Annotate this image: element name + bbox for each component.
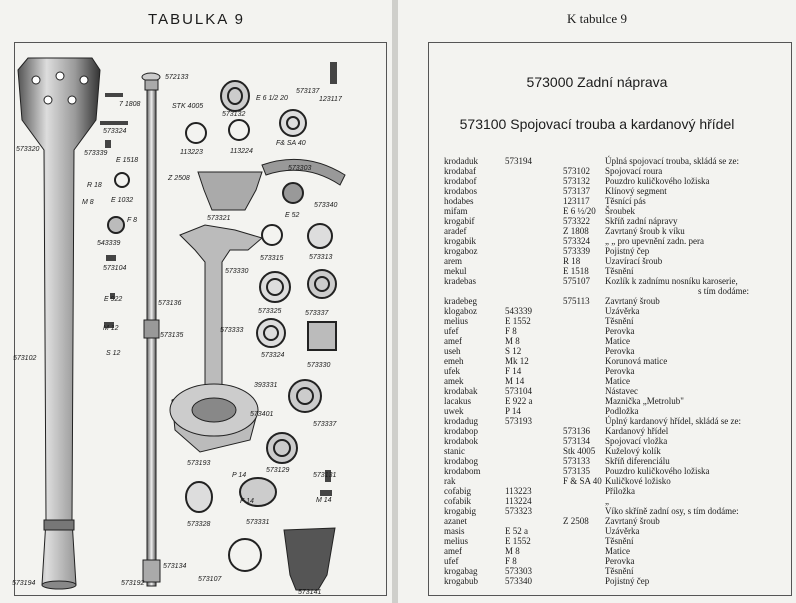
parts-table-row [398, 456, 796, 466]
row-number: P 14 [505, 406, 521, 416]
part-callout-label: S 12 [106, 350, 121, 357]
parts-table-row [398, 216, 796, 226]
connecting-tube [18, 58, 100, 589]
part-callout-label: 572133 [165, 74, 189, 81]
row-description: Pojistný čep [605, 576, 650, 586]
row-code: mifam [444, 206, 468, 216]
row-number: M 14 [505, 376, 525, 386]
row-code: krodabom [444, 466, 481, 476]
row-description: Zavrtaný šroub k víku [605, 226, 685, 236]
part-callout-label: 113224 [230, 148, 253, 155]
row-description: Těsnění [605, 316, 634, 326]
part-callout-label: 113223 [180, 149, 203, 156]
parts-illustration [0, 0, 393, 603]
row-description: Zavrtaný šroub [605, 296, 660, 306]
parts-table-row [398, 156, 796, 166]
row-code: amek [444, 376, 464, 386]
row-description: Úplná spojovací trouba, skládá se ze: [605, 156, 739, 166]
wedge-segment [262, 159, 345, 185]
row-description: Perovka [605, 346, 635, 356]
row-number: 113223 [505, 486, 532, 496]
row-number: Mk 12 [505, 356, 529, 366]
row-code: lacakus [444, 396, 471, 406]
row-description: Spojovací vložka [605, 436, 668, 446]
parts-table-row [398, 326, 796, 336]
row-code: krogabag [444, 566, 478, 576]
parts-table-row [398, 366, 796, 376]
row-code: klogaboz [444, 306, 477, 316]
row-code: kradebeg [444, 296, 477, 306]
parts-table-row [398, 466, 796, 476]
row-code: melius [444, 316, 468, 326]
row-code: aradef [444, 226, 467, 236]
row-number: E 1552 [505, 316, 531, 326]
part-callout-label: M 14 [316, 497, 332, 504]
row-code: krodabos [444, 186, 477, 196]
row-description: Spojovací roura [605, 166, 663, 176]
part-callout-label: 123117 [319, 96, 342, 103]
parts-table-row [398, 476, 796, 486]
row-description: Korunová matice [605, 356, 668, 366]
part-callout-label: F 8 [127, 217, 137, 224]
parts-table-row [398, 426, 796, 436]
row-description: Matice [605, 546, 630, 556]
parts-table-row [398, 516, 796, 526]
parts-table-row [398, 536, 796, 546]
row-description: Matice [605, 336, 630, 346]
row-sub-number: Z 2508 [563, 516, 589, 526]
row-number: M 8 [505, 546, 520, 556]
row-code: stanic [444, 446, 465, 456]
row-code: azanet [444, 516, 467, 526]
part-callout-label: 393331 [254, 382, 278, 389]
row-description: Nástavec [605, 386, 638, 396]
row-code: arem [444, 256, 462, 266]
part-callout-label: 573325 [258, 308, 282, 315]
row-sub-number: E 6 ½/20 [563, 206, 596, 216]
row-code: mekul [444, 266, 467, 276]
right-page-title: K tabulce 9 [567, 11, 627, 26]
bracket [198, 172, 262, 210]
row-number: S 12 [505, 346, 522, 356]
row-sub-number: 573137 [563, 186, 590, 196]
part-callout-label: 573136 [158, 300, 182, 307]
part-callout-label: 573141 [298, 589, 322, 596]
row-number: 573323 [505, 506, 532, 516]
rubber-boot [284, 528, 335, 590]
row-code: ufef [444, 556, 459, 566]
row-number: 573194 [505, 156, 532, 166]
row-description: Šroubek [605, 206, 635, 216]
parts-table-row [398, 526, 796, 536]
part-callout-label: 573313 [309, 254, 333, 261]
subsection-heading: 573100 Spojovací trouba a kardanový hřídel [459, 116, 735, 132]
row-number: F 14 [505, 366, 522, 376]
row-code: krodabof [444, 176, 477, 186]
row-sub-number: 573324 [563, 236, 590, 246]
row-description: Perovka [605, 556, 635, 566]
row-description: Matice [605, 376, 630, 386]
row-sub-number: 573102 [563, 166, 590, 176]
row-description: Těsnící pás [605, 196, 646, 206]
parts-table-row [398, 506, 796, 516]
row-description: Úplný kardanový hřídel, skládá se ze: [605, 416, 741, 426]
row-sub-number: 573134 [563, 436, 590, 446]
row-code: krodabak [444, 386, 478, 396]
part-callout-label: 573333 [220, 327, 244, 334]
row-number: 573104 [505, 386, 532, 396]
row-code: useh [444, 346, 461, 356]
part-callout-label: 573337 [305, 310, 329, 317]
row-sub-number: 573132 [563, 176, 590, 186]
parts-table-row [398, 336, 796, 346]
row-sub-number: F & SA 40 [563, 476, 602, 486]
row-code: krogabik [444, 236, 476, 246]
row-description: Pouzdro kuličkového ložiska [605, 466, 710, 476]
part-callout-label: 573324 [261, 352, 285, 359]
row-description: Kuželový kolík [605, 446, 661, 456]
parts-table-row [398, 276, 796, 286]
row-code: amef [444, 336, 462, 346]
row-code: krodadug [444, 416, 478, 426]
parts-table-row [398, 246, 796, 256]
row-code: masis [444, 526, 465, 536]
row-code: amef [444, 546, 462, 556]
row-code: krodabog [444, 456, 478, 466]
row-sub-number: 123117 [563, 196, 590, 206]
part-callout-label: E 52 [285, 212, 300, 219]
axle-housing [170, 225, 262, 452]
row-sub-number: Stk 4005 [563, 446, 596, 456]
row-description: s tím dodáme: [698, 286, 749, 296]
parts-table-row [398, 556, 796, 566]
parts-table-row [398, 166, 796, 176]
left-page [0, 0, 393, 603]
part-callout-label: 573330 [307, 362, 331, 369]
part-callout-label: 573107 [198, 576, 222, 583]
part-callout-label: E 6 1/2 20 [256, 95, 288, 102]
part-callout-label: 573328 [187, 521, 211, 528]
row-description: Pouzdro kuličkového ložiska [605, 176, 710, 186]
row-number: 113224 [505, 496, 532, 506]
part-callout-label: 573192 [121, 580, 145, 587]
row-description: Kozlík k zadnímu nosníku karoserie, [605, 276, 738, 286]
part-callout-label: 573339 [84, 150, 108, 157]
part-callout-label: E 922 [104, 296, 123, 303]
parts-table-row [398, 206, 796, 216]
row-description: Perovka [605, 326, 635, 336]
row-code: krogaboz [444, 246, 478, 256]
row-number: F 8 [505, 556, 517, 566]
parts-table-row [398, 396, 796, 406]
parts-table-row [398, 546, 796, 556]
parts-table-row [398, 186, 796, 196]
row-code: uwek [444, 406, 464, 416]
parts-table-row [398, 496, 796, 506]
part-callout-label: 7 1808 [119, 101, 141, 108]
row-description: Skříň diferenciálu [605, 456, 670, 466]
part-callout-label: 573303 [288, 165, 312, 172]
parts-table-row [398, 196, 796, 206]
parts-table-row [398, 226, 796, 236]
parts-table-row [398, 446, 796, 456]
row-description: Těsnění [605, 566, 634, 576]
row-description: Pojistný čep [605, 246, 650, 256]
row-description: Zavrtaný šroub [605, 516, 660, 526]
row-code: krodabaf [444, 166, 476, 176]
row-number: F 8 [505, 326, 517, 336]
row-code: krodaduk [444, 156, 478, 166]
part-callout-label: 573134 [163, 563, 187, 570]
row-number: 543339 [505, 306, 532, 316]
parts-table-row [398, 316, 796, 326]
left-page-title: TABULKA 9 [148, 11, 245, 28]
part-callout-label: 573331 [246, 519, 270, 526]
row-description: Uzávěrka [605, 306, 640, 316]
row-code: cofabik [444, 496, 471, 506]
row-code: ufef [444, 326, 459, 336]
part-callout-label: 573321 [207, 215, 231, 222]
part-callout-label: M 8 [82, 199, 94, 206]
parts-table-row [398, 566, 796, 576]
part-callout-label: 573193 [187, 460, 211, 467]
part-callout-label: 573337 [313, 421, 337, 428]
row-number: E 52 a [505, 526, 528, 536]
row-code: rak [444, 476, 456, 486]
row-description: Podložka [605, 406, 639, 416]
parts-table-row [398, 486, 796, 496]
row-code: krodabok [444, 436, 478, 446]
row-description: „ [605, 496, 609, 506]
row-description: Skříň zadní nápravy [605, 216, 678, 226]
row-sub-number: 573136 [563, 426, 590, 436]
part-callout-label: 573104 [103, 265, 127, 272]
part-callout-label: 573129 [266, 467, 290, 474]
part-callout-label: F& SA 40 [276, 140, 306, 147]
part-callout-label: 573194 [12, 580, 36, 587]
part-callout-label: E 1032 [111, 197, 134, 204]
part-callout-label: 573135 [160, 332, 184, 339]
row-sub-number: 573339 [563, 246, 590, 256]
row-number: 573303 [505, 566, 532, 576]
row-description: Uzavírací šroub [605, 256, 663, 266]
row-number: 573193 [505, 416, 532, 426]
section-heading: 573000 Zadní náprava [526, 74, 668, 90]
row-sub-number: 573322 [563, 216, 590, 226]
parts-table-row [398, 376, 796, 386]
parts-table-row [398, 236, 796, 246]
part-callout-label: 573131 [313, 472, 337, 479]
row-code: krogabif [444, 216, 475, 226]
row-code: krodabop [444, 426, 478, 436]
part-callout-label: 573102 [13, 355, 37, 362]
row-code: cofabig [444, 486, 471, 496]
row-sub-number: Z 1808 [563, 226, 589, 236]
row-code: krogabig [444, 506, 476, 516]
part-callout-label: 573320 [16, 146, 40, 153]
parts-table-row [398, 576, 796, 586]
row-code: ufek [444, 366, 460, 376]
part-callout-label: 573137 [296, 88, 320, 95]
row-number: E 1552 [505, 536, 531, 546]
row-code: kradebas [444, 276, 476, 286]
row-sub-number: 575113 [563, 296, 590, 306]
row-description: Víko skříně zadní osy, s tím dodáme: [605, 506, 739, 516]
row-sub-number: 575107 [563, 276, 590, 286]
parts-table-row [398, 176, 796, 186]
row-description: Klínový segment [605, 186, 667, 196]
row-number: E 922 a [505, 396, 533, 406]
row-sub-number: R 18 [563, 256, 581, 266]
row-description: Příložka [605, 486, 635, 496]
parts-table-row [398, 356, 796, 366]
part-callout-label: 573132 [222, 111, 246, 118]
row-description: Kardanový hřídel [605, 426, 669, 436]
parts-table-row [398, 306, 796, 316]
row-description: „ „ pro upevnění zadn. pera [605, 236, 704, 246]
part-callout-label: STK 4005 [172, 103, 204, 110]
parts-table-row [398, 346, 796, 356]
parts-table-row [398, 386, 796, 396]
parts-table-row [398, 266, 796, 276]
part-callout-label: 573315 [260, 255, 284, 262]
row-sub-number: 573133 [563, 456, 590, 466]
part-callout-label: 543339 [97, 240, 121, 247]
part-callout-label: 573324 [103, 128, 127, 135]
row-sub-number: E 1518 [563, 266, 589, 276]
part-callout-label: F 14 [240, 498, 254, 505]
row-code: hodabes [444, 196, 474, 206]
row-description: Uzávěrka [605, 526, 640, 536]
row-number: 573340 [505, 576, 532, 586]
row-description: Kuličkové ložisko [605, 476, 671, 486]
part-callout-label: M 12 [103, 325, 119, 332]
parts-table-row [398, 416, 796, 426]
part-callout-label: P 14 [232, 472, 247, 479]
row-description: Maznička „Metrolub" [605, 396, 684, 406]
row-code: krogabub [444, 576, 478, 586]
row-sub-number: 573135 [563, 466, 590, 476]
part-callout-label: E 1518 [116, 157, 139, 164]
parts-table-row [398, 296, 796, 306]
part-callout-label: R 18 [87, 182, 102, 189]
row-code: emeh [444, 356, 464, 366]
parts-table-row [398, 286, 796, 296]
row-description: Těsnění [605, 536, 634, 546]
part-callout-label: 573340 [314, 202, 338, 209]
part-callout-label: 573401 [250, 411, 274, 418]
parts-table-row [398, 406, 796, 416]
part-callout-label: 573330 [225, 268, 249, 275]
part-callout-label: Z 2508 [168, 175, 190, 182]
parts-table-row [398, 256, 796, 266]
row-description: Perovka [605, 366, 635, 376]
row-number: M 8 [505, 336, 520, 346]
row-code: melius [444, 536, 468, 546]
cardan-shaft [142, 73, 160, 586]
parts-table-row [398, 436, 796, 446]
row-description: Těsnění [605, 266, 634, 276]
right-page [398, 0, 796, 603]
